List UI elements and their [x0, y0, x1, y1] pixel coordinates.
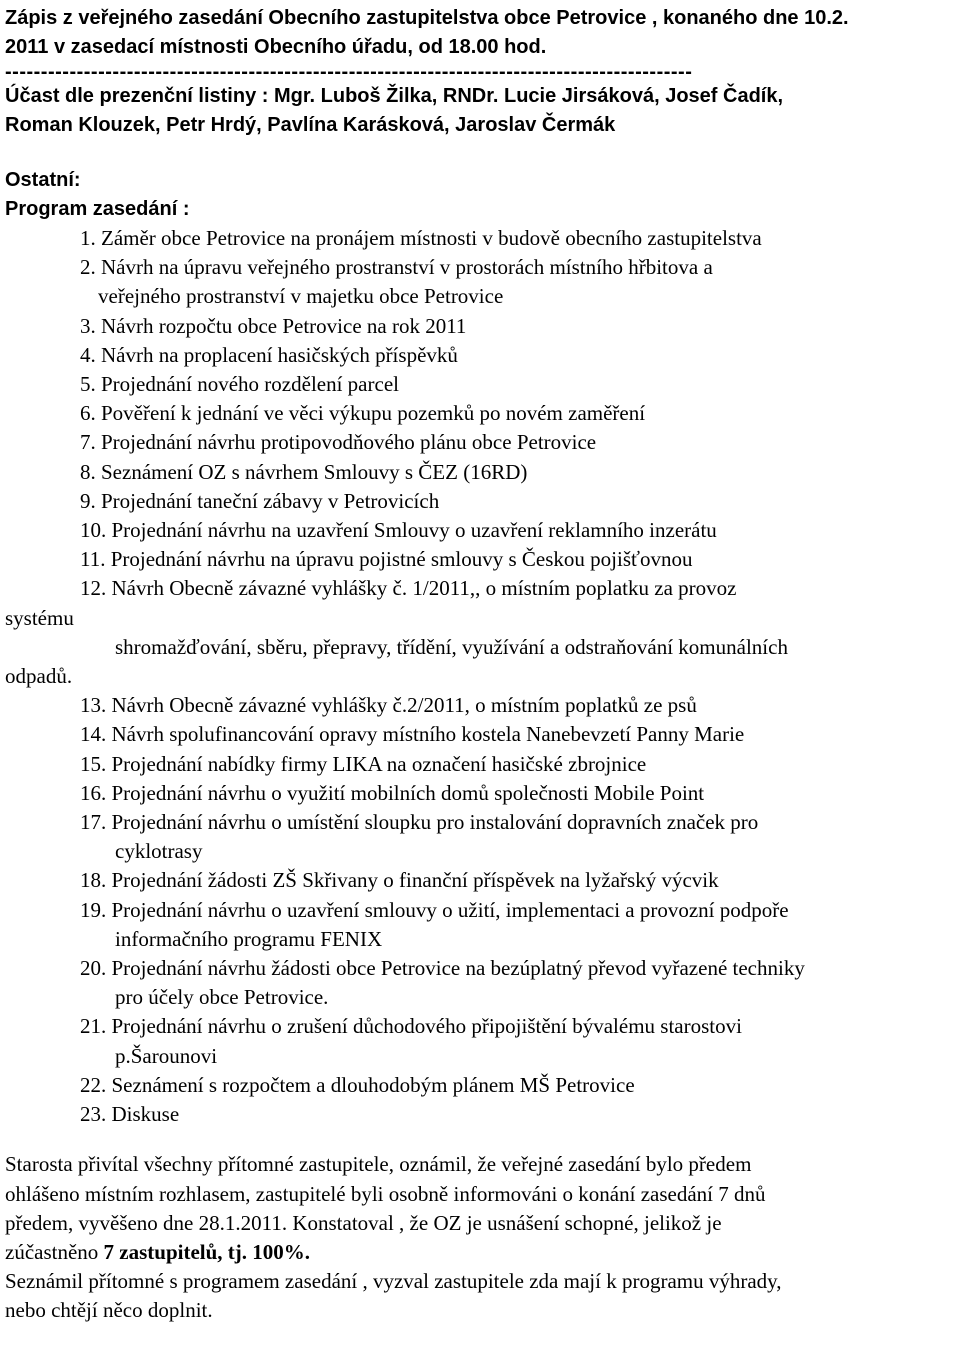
- program-item-continuation: pro účely obce Petrovice.: [115, 985, 329, 1010]
- document-title-line-2: 2011 v zasedací místnosti Obecního úřadu, od 18.00 hod.: [5, 36, 547, 58]
- program-item: 7. Projednání návrhu protipovodňového plánu obce Petrovice: [80, 430, 597, 455]
- program-item: 1. Záměr obce Petrovice na pronájem místnosti v budově obecního zastupitelstva: [80, 226, 762, 250]
- program-item: 2. Návrh na úpravu veřejného prostranství v prostorách místního hřbitova a veřejného prostranství v majetku obce Petrovice: [5, 253, 960, 311]
- program-item: 6. Pověření k jednání ve věci výkupu pozemků po novém zaměření: [80, 401, 646, 426]
- paragraph-line: ohlášeno místním rozhlasem, zastupitelé byli osobně informováni o konání zasedání 7 dnů: [5, 1181, 766, 1206]
- program-list: [5, 224, 960, 1129]
- paragraph-line: předem, vyvěšeno dne 28.1.2011. Konstatoval , že OZ je usnášení schopné, jelikož je: [5, 1210, 722, 1235]
- paragraph-line: Seznámil přítomné s programem zasedání , vyzval zastupitele zda mají k programu výhrady,: [5, 1269, 782, 1294]
- program-item: 23. Diskuse: [80, 1102, 180, 1127]
- program-item-continuation: systému: [5, 605, 74, 630]
- program-item-continuation: veřejného prostranství v majetku obce Petrovice: [98, 284, 504, 309]
- program-item: 22. Seznámení s rozpočtem a dlouhodobým plánem MŠ Petrovice: [80, 1072, 635, 1097]
- program-item: 8. Seznámení OZ s návrhem Smlouvy s ČEZ (16RD): [80, 459, 528, 484]
- program-item: 15. Projednání nabídky firmy LIKA na označení hasičské zbrojnice: [80, 751, 647, 776]
- program-item: 13. Návrh Obecně závazné vyhlášky č.2/2011, o místním poplatků ze psů: [80, 693, 697, 718]
- program-item-continuation: p.Šarounovi: [115, 1043, 218, 1068]
- others-label: Ostatní:: [5, 169, 81, 191]
- program-item-continuation: cyklotrasy: [115, 839, 203, 864]
- welcome-paragraph: [5, 1150, 950, 1267]
- program-item-continuation: odpadů.: [5, 664, 73, 689]
- program-item-continuation: shromažďování, sběru, přepravy, třídění, využívání a odstraňování komunálních: [115, 634, 788, 659]
- program-item: 20. Projednání návrhu žádosti obce Petrovice na bezúplatný převod vyřazené techniky pro účely obce Petrovice.: [5, 954, 960, 1012]
- program-item: 9. Projednání taneční zábavy v Petrovicích: [80, 488, 440, 513]
- program-item: 11. Projednání návrhu na úpravu pojistné smlouvy s Českou pojišťovnou: [80, 547, 693, 572]
- program-item: 19. Projednání návrhu o uzavření smlouvy o užití, implementaci a provozní podpoře informačního programu FENIX: [5, 896, 960, 954]
- program-item: 4. Návrh na proplacení hasičských příspěvků: [80, 342, 458, 367]
- program-item: 21. Projednání návrhu o zrušení důchodového připojištění bývalému starostovi p.Šarounovi: [5, 1012, 960, 1070]
- attendance-line-1: Účast dle prezenční listiny : Mgr. Luboš Žilka, RNDr. Lucie Jirsáková, Josef Čadík,: [5, 85, 784, 107]
- paragraph-line: Starosta přivítal všechny přítomné zastupitele, oznámil, že veřejné zasedání bylo předem: [5, 1152, 752, 1177]
- program-label: Program zasedání :: [5, 198, 190, 220]
- separator-line: ------------------------------------------------------------------------------------------------: [5, 62, 693, 82]
- program-item: 12. Návrh Obecně závazné vyhlášky č. 1/2011,, o místním poplatku za provoz systému shromažďování, sběru, přepravy, třídění, využívání a odstraňování komunálních odpadů.: [5, 574, 960, 691]
- program-item: 3. Návrh rozpočtu obce Petrovice na rok 2011: [80, 313, 467, 338]
- document-title-line-1: Zápis z veřejného zasedání Obecního zastupitelstva obce Petrovice , konaného dne 10.2.: [5, 7, 849, 29]
- program-item: 14. Návrh spolufinancování opravy místního kostela Nanebevzetí Panny Marie: [80, 722, 745, 747]
- paragraph-line: nebo chtějí něco doplnit.: [5, 1298, 213, 1323]
- paragraph-line: zúčastněno: [5, 1239, 104, 1264]
- program-item: 17. Projednání návrhu o umístění sloupku pro instalování dopravních značek pro cyklotrasy: [5, 808, 960, 866]
- program-item: 18. Projednání žádosti ZŠ Skřivany o finanční příspěvek na lyžařský výcvik: [80, 868, 719, 893]
- program-intro-paragraph: [5, 1267, 950, 1325]
- program-item: 16. Projednání návrhu o využití mobilních domů společnosti Mobile Point: [80, 780, 705, 805]
- program-item-continuation: informačního programu FENIX: [115, 926, 383, 951]
- program-item: 10. Projednání návrhu na uzavření Smlouvy o uzavření reklamního inzerátu: [80, 518, 717, 543]
- attendance-count: 7 zastupitelů, tj. 100%.: [103, 1239, 311, 1264]
- attendance-line-2: Roman Klouzek, Petr Hrdý, Pavlína Karásková, Jaroslav Čermák: [5, 114, 616, 136]
- program-item: 5. Projednání nového rozdělení parcel: [80, 372, 399, 397]
